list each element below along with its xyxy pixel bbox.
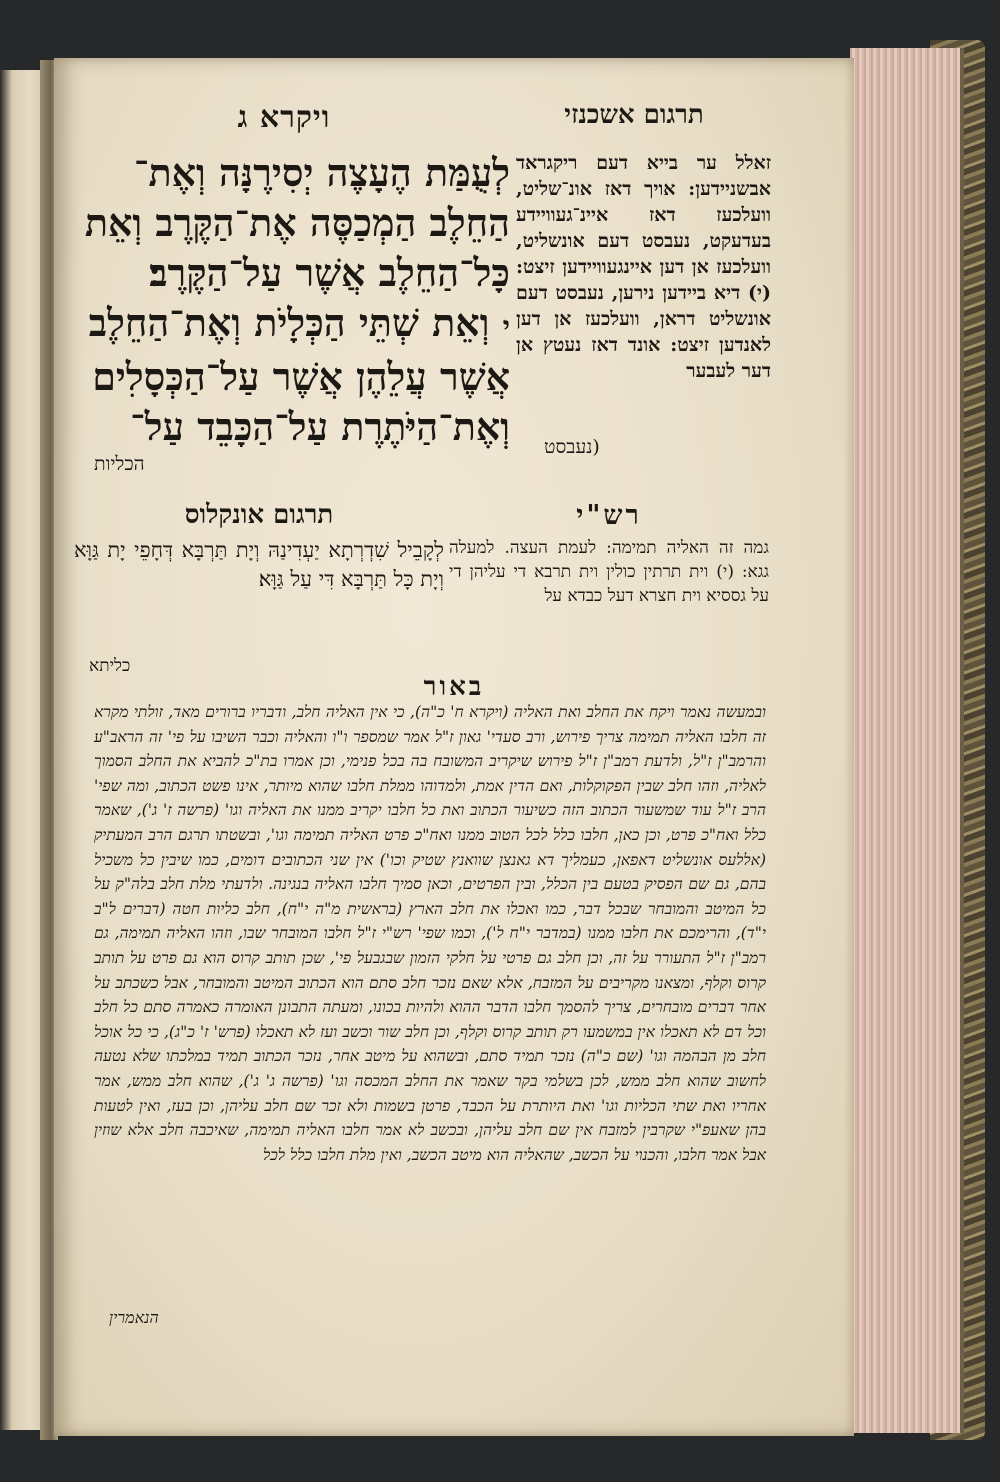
running-head-targum: תרגום אשכנזי [564,100,704,130]
book-page [54,58,854,1436]
rashi-commentary: גמה זה האליה תמימה: לעמת העצה. למעלה גגא: (י) וית תרתין כולין וית תרבא די עליהן די על גססיא וית חצרא דעל כבדא על [449,538,769,606]
verse-number: י [502,310,510,343]
rashi-heading: רש"י [576,500,642,531]
main-text-span: וְאֵת שְׁתֵּי הַכְּלָיֹת וְאֶת־הַחֵלֶב [88,300,490,345]
running-head-book: ויקרא ג [237,100,331,135]
main-text-line: לְעֻמַּת הֶעָצֶה יְסִירֶנָּה וְאֶת־ [133,150,510,195]
main-catchword: הכליות [94,453,145,475]
biur-catchword: הנאמרין [109,1308,159,1327]
onkelos-catchword: כליתא [89,656,131,676]
onkelos-translation: לְקָבֵיל שִׁדְרְתָא יַעְדִינַהּ וְיָת תַּרְבָּא דְּחָפֵי יָת גַּוָּא וְיָת כָּל תַּרְבָּא דִּי עַל גַּוָּא׃ [74,538,444,591]
main-hebrew-text [80,148,510,452]
main-text-line: כָּל־הַחֵלֶב אֲשֶׁר עַל־הַקֶּרֶב׃ [149,250,510,295]
page-stack-edge [850,48,964,1433]
yiddish-catchword: (נעבסט [544,436,600,458]
main-text-line [80,298,510,352]
main-text-line: אֲשֶׁר עֲלֵהֶן אֲשֶׁר עַל־הַכְּסָלִים [92,354,510,399]
onkelos-heading: תרגום אונקלוס [184,500,334,530]
main-text-line: וְאֶת־הַיֹּתֶרֶת עַל־הַכָּבֵד עַל־ [130,404,510,449]
biur-heading: באור [423,672,485,702]
yiddish-translation: זאלל ער בייא דעם ריקגראד אבשניידען: אויך דאז אונ־שליט, וועלכעז דאז איינ־געוויידע בעדעקט, נעבסט דעם אונשליט, וועלכעז אן דען איינגעוויידען זיצט: (י) דיא ביידען נירען, נעבסט דעם אונשליט דראן, וועלכעז אן דען לאנדען זיצט: אונד דאז נעטץ אן דער לעבער [516,152,771,382]
main-text-line: הַחֵלֶב הַמְכַסֶּה אֶת־הַקֶּרֶב וְאֵת [84,200,510,245]
biur-commentary: ובמעשה נאמר ויקח את החלב ואת האליה (ויקרא ח' כ"ה), כי אין האליה חלב, ודבריו ברורים מאד, זולתי מקרא זה חלבו האליה תמימה צריך פירוש, ורב סעדי' גאון ז"ל אמר שמספר ו"ו והאליה וכבר השיבו על פי' זה הראב"ע והרמב"ן ז"ל, ולדעת רמב"ן ז"ל פירוש שיקריב המשובח בה בכל פנימי, וכן אמרו בת"כ להביא את החלב הסמוך לאליה, וזהו חלב שבין הפקוקלות, ואם הדין אמת, ולמדוהו ממלת חלבו שהוא מיותר, אינו פשט הכתוב, ומה שפי' הרב ז"ל עוד שמשעור הכתוב הזה כשיעור הכתוב ואת כל חלבו יקריב ממנו את האליה וגו' (פרשה ז' ג'), שאמר כלל ואח"כ פרט, וכן כאן, חלבו כלל לכל הטוב ממנו ואח"כ פרט האליה תמימה וגו', ובשטתו תרגם הרב המעתיק (אללעס אונשליט דאפאן, כעמליך דא גאנצן שוואנץ שטיק וכו') אין שני הכתובים דומים, כמו שיבין כל משכיל בהם, גם שם הפסיק בטעם בין הכלל, ובין הפרטים, וכאן סמיך חלבו האליה בנגינה. ולדעתי מלת חלב בלה"ק על כל המיטב והמובחר שבכל דבר, כמו ואכלו את חלב הארץ (בראשית מ"ה י"ח), חלב כליות חטה (דברים ל"ב י"ד), והרימכם את חלבו ממנו (במדבר י"ח ל'), וכמו שפי' רש"י ז"ל חלבו המובחר שבו, וזהו האליה תמימה, גם רמב"ן ז"ל התעורר על זה, וכן חלב גם פרטי על חלקי הזמון שבגבעל פי', שכן תותב קרוס הוא גם פרט על תותב קרוס וקלף, ומצאנו מקריבים על המזבח, אלא שאם נזכר חלב סתם הוא הכתוב המיטב והמובחר, אבל כשכתב על אחר דברים מובחרים, צריך להסמך חלבו הדבר ההוא ולהיות בכונו, ומעתה התבונן האומרה כאמרה סתם כל חלב וכל דם לא תאכלו אין במשמעו רק תותב קרוס וקלף, וכן חלב שור וכשב ועז לא תאכלו (פרש' ז' כ"ג), כי כל אוכל חלב מן הבהמה וגו' (שם כ"ה) נזכר תמיד סתם, ובשהוא על מיטב אחר, נזכר הכתוב תמיד במלכתו שלא נטעה לחשוב שהוא חלב ממש, לכן בשלמי בקר שאמר את החלב המכסה וגו' (פרשה ג' ג'), שהוא חלב ממש, אמר אחריו ואת שתי הכליות וגו' ואת היותרת על הכבד, פרטן בשמות ולא זכר שם חלב עליהן, וכן בעז, ואין לטעות בהן שאעפ"י שקרבין למזבח אין שם חלב עליהן, ובכשב לא אמר חלבו האליה תמימה, שאיכבה חלב אלא שוזין אבל אמר חלבו, והכנוי על הכשב, שהאליה הוא מיטב הכשב, ואין מלת חלבו כלל לכל [94,703,766,1164]
